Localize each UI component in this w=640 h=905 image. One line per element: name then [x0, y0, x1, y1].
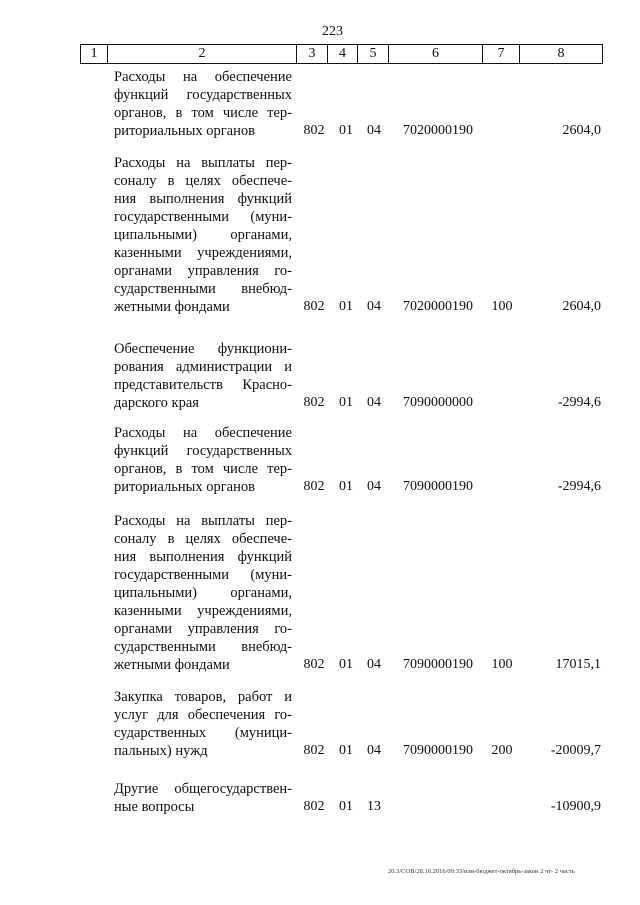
description-line: органов, в том числе тер-: [114, 461, 292, 477]
cell-c4: 01: [339, 123, 353, 138]
description-line: функций государственных: [114, 443, 292, 459]
description-line: ные вопросы: [114, 799, 195, 815]
description-line: риториальных органов: [114, 123, 255, 139]
description-line: жетными фондами: [114, 657, 230, 673]
cell-c8: -2994,6: [557, 395, 601, 410]
description-line: пальных) нужд: [114, 743, 208, 759]
description-line: рования администрации и: [114, 359, 292, 375]
cell-c3: 802: [303, 299, 325, 314]
cell-c8: -10900,9: [550, 799, 601, 814]
header-col-6: 6: [389, 45, 483, 63]
cell-c3: 802: [303, 395, 325, 410]
description-line: органов, в том числе тер-: [114, 105, 292, 121]
cell-c8: -20009,7: [550, 743, 601, 758]
description-line: ципальными) органами,: [114, 227, 292, 243]
row-description: [114, 424, 292, 496]
cell-c6: 7090000190: [403, 657, 473, 672]
cell-c8: 2604,0: [562, 123, 601, 138]
header-col-7: 7: [483, 45, 520, 63]
cell-c5: 04: [367, 657, 381, 672]
row-description: [114, 688, 292, 760]
description-line: Расходы на обеспечение: [114, 425, 292, 441]
header-col-8: 8: [557, 46, 565, 61]
description-line: ния выполнения функций: [114, 549, 292, 565]
description-line: государственными (муни-: [114, 209, 292, 225]
description-line: Расходы на выплаты пер-: [114, 513, 292, 529]
cell-c5: 04: [367, 479, 381, 494]
footer-file-path: 20.3/СОВ/28.10.2016/09:33/изм-бюджет-октябрь-закон 2 чт- 2 часть: [388, 868, 575, 875]
description-line: ципальными) органами,: [114, 585, 292, 601]
row-description: [114, 780, 292, 816]
description-line: соналу в целях обеспече-: [114, 173, 292, 189]
cell-c7: 200: [491, 743, 513, 758]
cell-c4: 01: [339, 799, 353, 814]
description-line: органами управления го-: [114, 263, 292, 279]
cell-c6: 7090000190: [403, 479, 473, 494]
header-col-3: 3: [297, 45, 328, 63]
row-description: [114, 512, 292, 674]
cell-c3: 802: [303, 123, 325, 138]
row-description: [114, 68, 292, 140]
cell-c3: 802: [303, 479, 325, 494]
cell-c6: 7090000000: [403, 395, 473, 410]
cell-c4: 01: [339, 299, 353, 314]
description-line: Закупка товаров, работ и: [114, 689, 292, 705]
description-line: представительств Красно-: [114, 377, 292, 393]
description-line: соналу в целях обеспече-: [114, 531, 292, 547]
description-line: сударственными внебюд-: [114, 639, 292, 655]
header-col-1: 1: [81, 45, 108, 63]
cell-c5: 13: [367, 799, 381, 814]
cell-c5: 04: [367, 395, 381, 410]
cell-c6: 7020000190: [403, 123, 473, 138]
cell-c5: 04: [367, 123, 381, 138]
description-line: Обеспечение функциони-: [114, 341, 292, 357]
description-line: Другие общегосударствен-: [114, 781, 292, 797]
cell-c8: 17015,1: [555, 657, 601, 672]
cell-c3: 802: [303, 657, 325, 672]
row-description: [114, 340, 292, 412]
description-line: казенными учреждениями,: [114, 245, 292, 261]
cell-c8: 2604,0: [562, 299, 601, 314]
description-line: государственными (муни-: [114, 567, 292, 583]
cell-c6: 7090000190: [403, 743, 473, 758]
cell-c5: 04: [367, 299, 381, 314]
header-col-5: 5: [358, 45, 389, 63]
cell-c4: 01: [339, 479, 353, 494]
cell-c4: 01: [339, 395, 353, 410]
header-col-2: 2: [108, 45, 297, 63]
cell-c4: 01: [339, 657, 353, 672]
description-line: жетными фондами: [114, 299, 230, 315]
header-col-4: 4: [328, 45, 358, 63]
description-line: услуг для обеспечения го-: [114, 707, 292, 723]
table-header: [80, 44, 603, 64]
description-line: риториальных органов: [114, 479, 255, 495]
cell-c3: 802: [303, 743, 325, 758]
cell-c8: -2994,6: [557, 479, 601, 494]
description-line: казенными учреждениями,: [114, 603, 292, 619]
description-line: сударственных (муници-: [114, 725, 292, 741]
description-line: дарского края: [114, 395, 199, 411]
description-line: функций государственных: [114, 87, 292, 103]
cell-c6: 7020000190: [403, 299, 473, 314]
description-line: Расходы на обеспечение: [114, 69, 292, 85]
cell-c7: 100: [491, 299, 513, 314]
description-line: органами управления го-: [114, 621, 292, 637]
description-line: ния выполнения функций: [114, 191, 292, 207]
page-number: 223: [322, 24, 343, 39]
cell-c3: 802: [303, 799, 325, 814]
cell-c4: 01: [339, 743, 353, 758]
cell-c5: 04: [367, 743, 381, 758]
row-description: [114, 154, 292, 316]
cell-c7: 100: [491, 657, 513, 672]
description-line: Расходы на выплаты пер-: [114, 155, 292, 171]
description-line: сударственными внебюд-: [114, 281, 292, 297]
